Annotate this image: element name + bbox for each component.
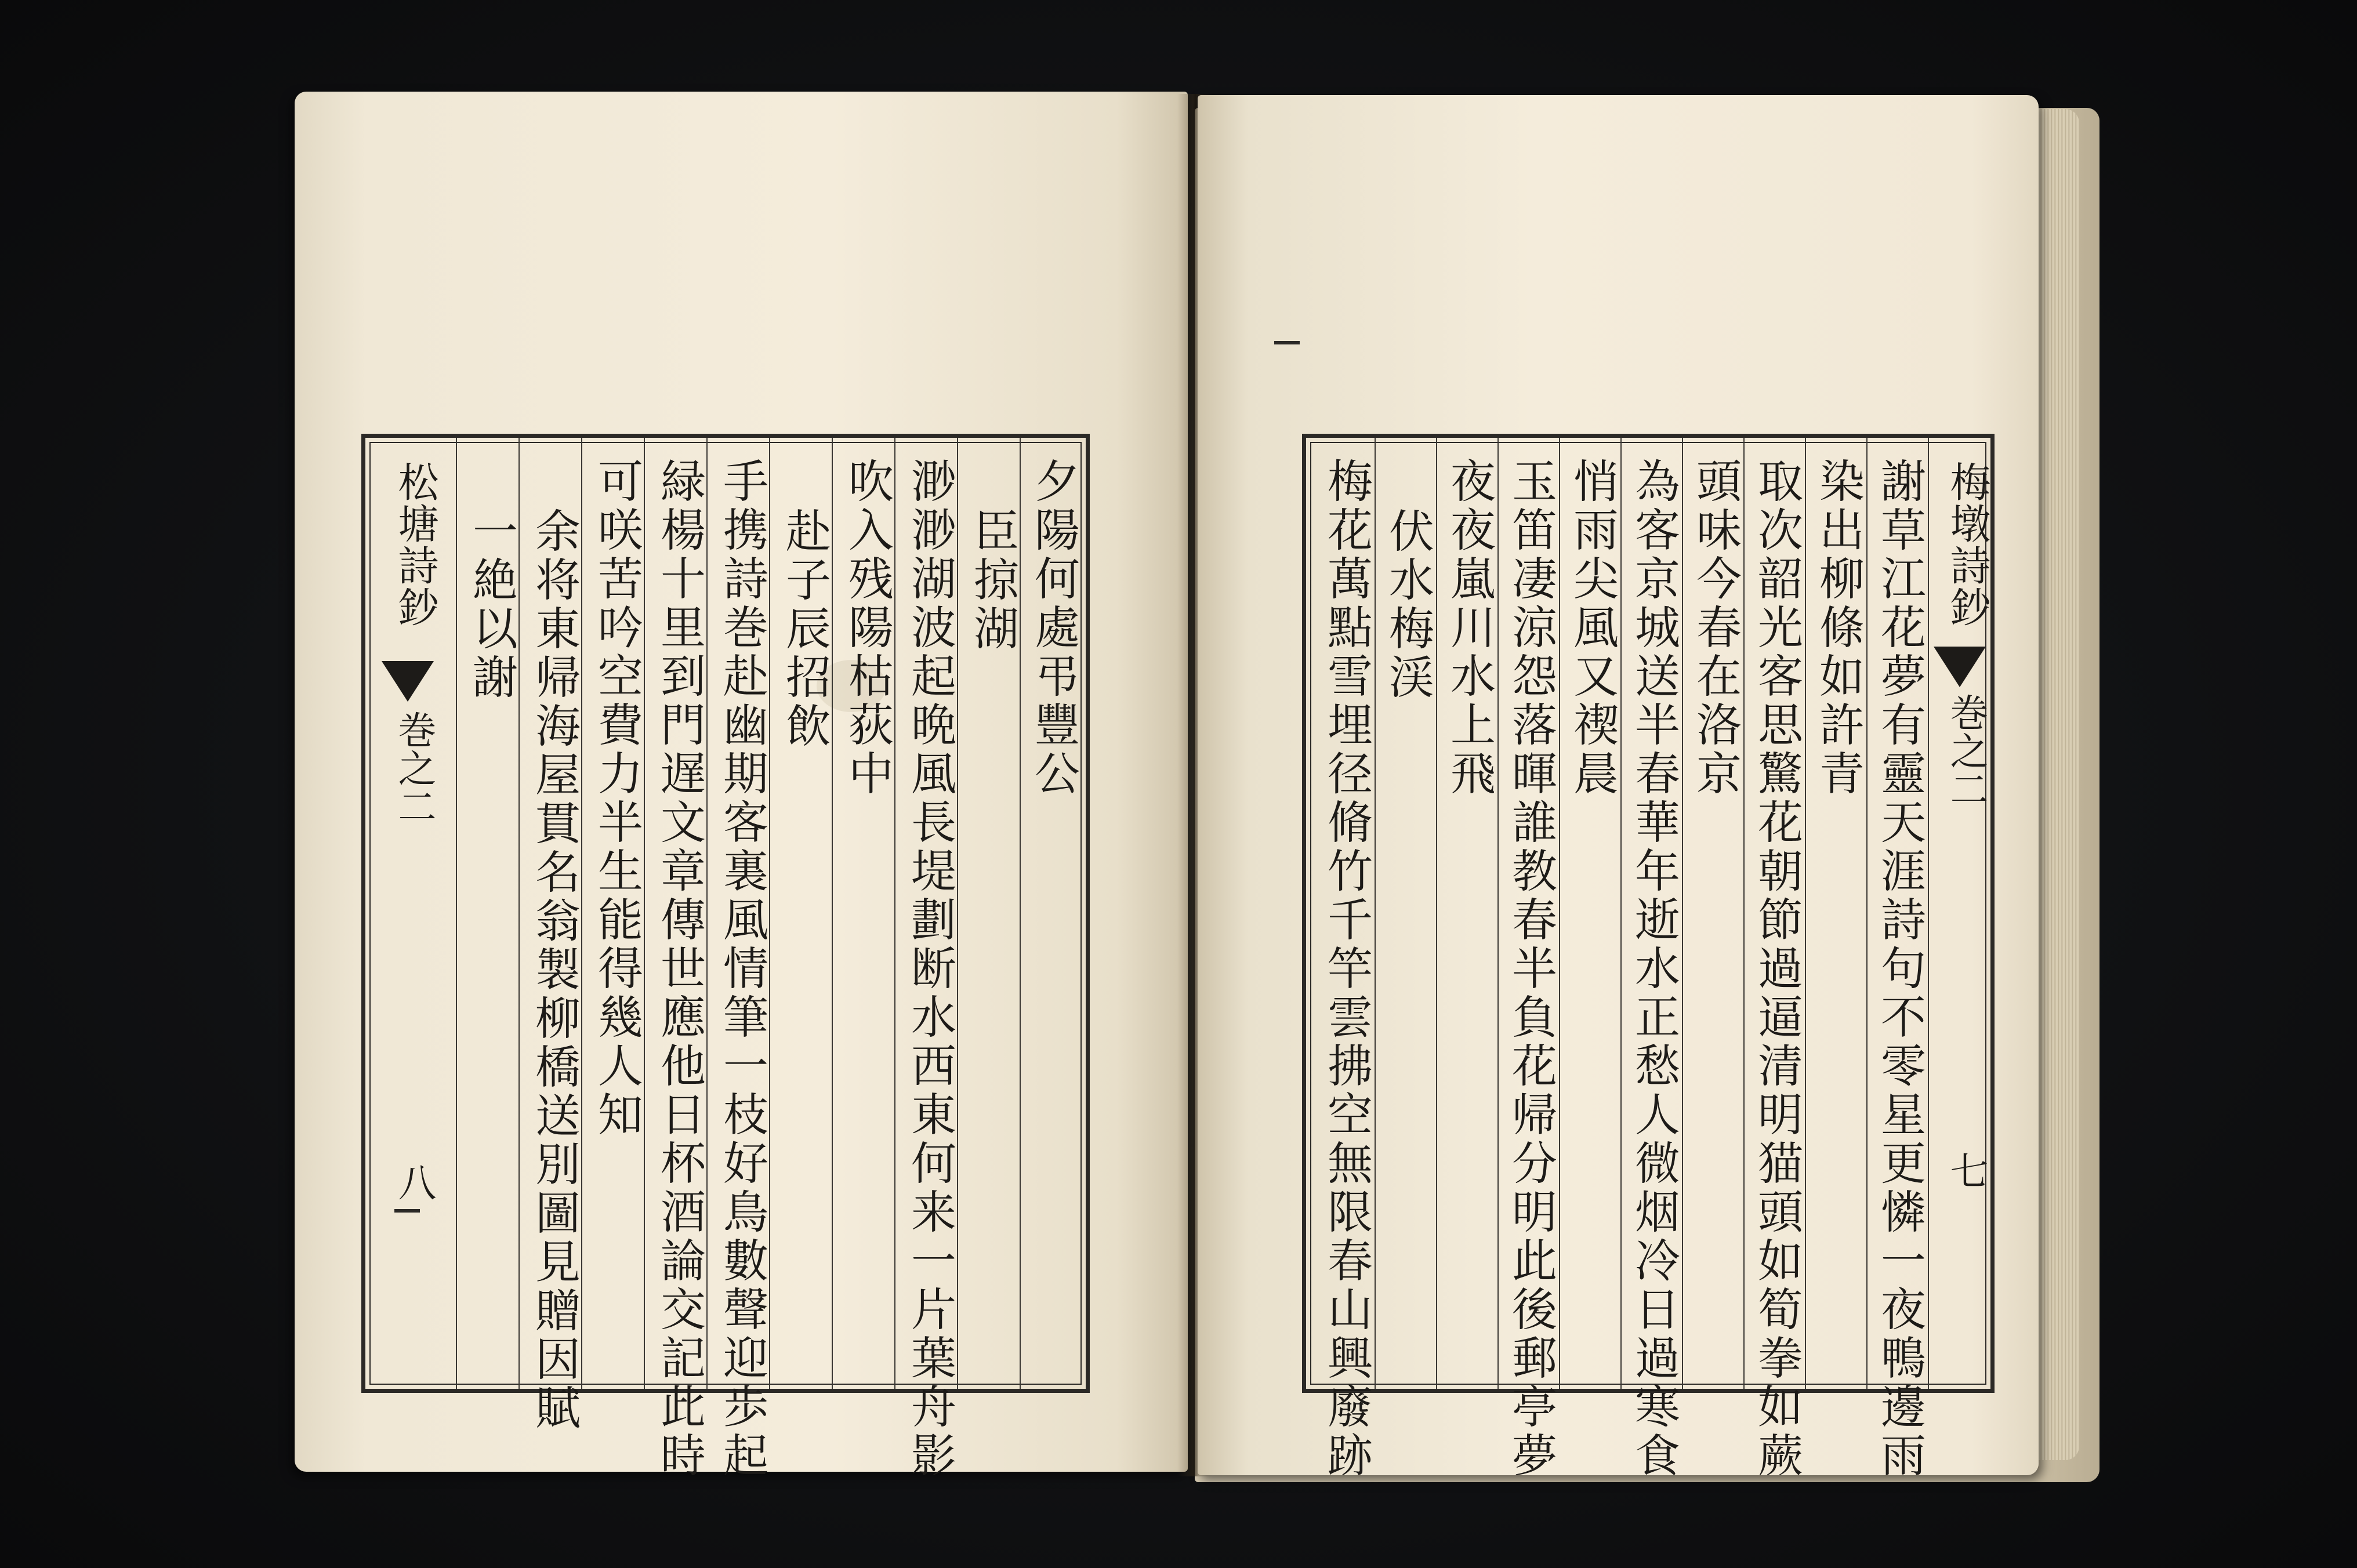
- column-rule: [832, 438, 833, 1389]
- text-column: 渺渺湖波起晩風長堤劃断水西東何来一片葉舟影: [904, 458, 956, 1480]
- column-rule: [1497, 438, 1499, 1389]
- column-rule: [1682, 438, 1683, 1389]
- fish-tail-mark: [382, 661, 434, 702]
- column-rule: [518, 438, 520, 1389]
- open-book: [273, 86, 2099, 1501]
- folio-rule: [394, 1209, 420, 1213]
- column-rule: [957, 438, 958, 1389]
- text-column: 可咲苦吟空費力半生能得幾人知: [590, 458, 643, 1139]
- column-rule: [706, 438, 708, 1389]
- column-rule: [1375, 438, 1376, 1389]
- text-column: 夜夜嵐川水上飛: [1443, 458, 1495, 798]
- text-column: 余将東帰海屋貫名翁製柳橋送別圖見贈因賦: [528, 507, 580, 1433]
- book-title: 松塘詩鈔: [391, 461, 439, 628]
- column-rule: [644, 438, 645, 1389]
- column-rule: [769, 438, 770, 1389]
- text-column: 玉笛凄涼怨落暉誰教春半負花帰分明此後郵亭夢: [1504, 458, 1557, 1480]
- left-page: [295, 92, 1188, 1480]
- text-column: 為客京城送半春華年逝水正愁人微烟冷日過寒食: [1627, 458, 1680, 1480]
- column-rule: [1559, 438, 1560, 1389]
- right-text-frame: [1302, 434, 1995, 1480]
- text-column: 臣掠湖: [966, 507, 1018, 654]
- printing-mark: [1274, 341, 1300, 344]
- column-rule: [1805, 438, 1806, 1389]
- column-rule: [1436, 438, 1437, 1389]
- left-text-frame: [361, 434, 1090, 1480]
- volume-label: 巻之二: [1943, 693, 1988, 808]
- volume-label: 巻之二: [391, 710, 436, 825]
- column-rule: [1620, 438, 1622, 1389]
- page-number: 七: [1943, 1151, 1988, 1189]
- column-rule: [1743, 438, 1745, 1389]
- text-column: 一絶以謝: [465, 507, 517, 702]
- text-column: 伏水梅渓: [1381, 507, 1434, 702]
- center-column: [382, 438, 439, 1389]
- column-rule: [1866, 438, 1868, 1389]
- right-page: [1198, 95, 2039, 1480]
- page-number: 八: [391, 1163, 436, 1201]
- column-rule: [1928, 438, 1929, 1389]
- column-rule: [581, 438, 582, 1389]
- text-column: 染出柳條如許青: [1812, 458, 1864, 798]
- text-column: 夕陽何處弔豐公: [1027, 458, 1079, 798]
- text-column: 取次韶光客思驚花朝節過逼清明猫頭如筍拳如蕨: [1750, 458, 1803, 1480]
- text-column: 頭味今春在洛京: [1689, 458, 1741, 798]
- fish-tail-mark: [1934, 647, 1986, 687]
- text-column: 吹入残陽枯荻中: [841, 458, 893, 798]
- book-title: 梅墩詩鈔: [1943, 461, 1991, 628]
- text-column: 悄雨尖風又禊晨: [1566, 458, 1618, 798]
- center-column: [1934, 438, 1991, 1389]
- column-rule: [456, 438, 457, 1389]
- column-rule: [894, 438, 895, 1389]
- text-column: 赴子辰招飲: [778, 507, 831, 751]
- column-rule: [1020, 438, 1021, 1389]
- text-column: 緑楊十里到門遅文章傳世應他日杯酒論交記此時: [653, 458, 705, 1480]
- text-column: 梅花萬點雪埋径脩竹千竿雲拂空無限春山興廢跡: [1320, 458, 1372, 1480]
- page-edges: [2039, 109, 2079, 1460]
- text-column: 謝草江花夢有靈天涯詩句不零星更憐一夜鴨邊雨: [1873, 458, 1926, 1480]
- text-column: 手携詩巻赴幽期客裏風情筆一枝好鳥數聲迎歩起: [716, 458, 768, 1480]
